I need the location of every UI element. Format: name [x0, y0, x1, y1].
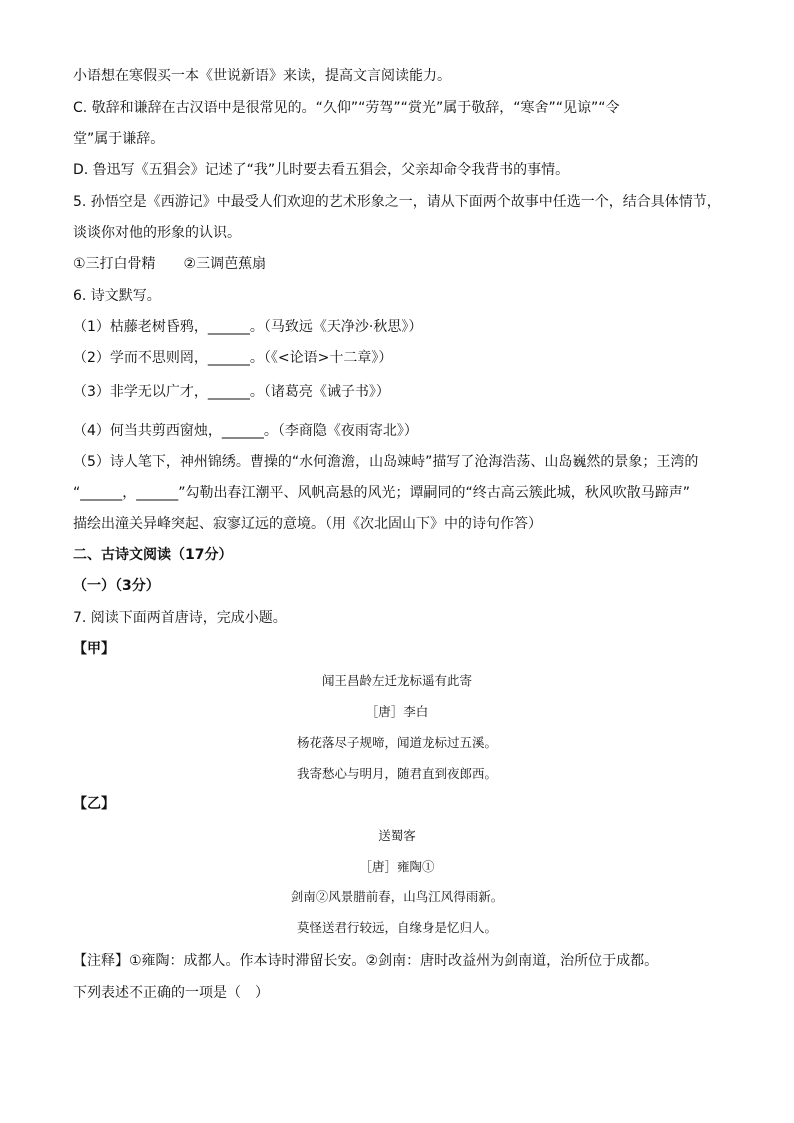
section-title: 二、古诗文阅读（17分） [73, 547, 233, 563]
question-7: 7. 阅读下面两首唐诗，完成小题。 [73, 610, 287, 626]
text-line: “______，______”勾勒出春江潮平、风帆高悬的风光；谭嗣同的“终古高云簇此城，秋风吹散马蹄声” [73, 485, 691, 501]
dictation-3: （3）非学无以广才，______。（诸葛亮《诫子书》） [73, 384, 390, 400]
poem-yi-title: 送蜀客 [378, 828, 416, 843]
poem-jia-title: 闻王昌龄左迁龙标遥有此寄 [321, 673, 472, 688]
text-line: 谈谈你对他的形象的认识。 [73, 225, 241, 241]
poem-yi-author: ［唐］雍陶① [359, 859, 435, 874]
text-line: 小语想在寒假买一本《世说新语》来读，提高文言阅读能力。 [73, 68, 451, 84]
question-6: 6. 诗文默写。 [73, 288, 161, 304]
question-5: 5. 孙悟空是《西游记》中最受人们欢迎的艺术形象之一，请从下面两个故事中任选一个，结合具体情节， [73, 194, 721, 210]
option-c: C. 敬辞和谦辞在古汉语中是很常见的。“久仰”“劳驾”“赏光”属于敬辞，“寒舍”“见谅”“令 [73, 100, 620, 116]
poem-yi-line: 剑南②风景腊前春，山鸟江风得雨新。 [290, 889, 504, 904]
dictation-5: （5）诗人笔下，神州锦绣。曹操的“水何澹澹，山岛竦峙”描写了沧海浩荡、山岛巍然的景象；王湾的 [73, 454, 699, 470]
dictation-4: （4）何当共剪西窗烛，______。（李商隐《夜雨寄北》） [73, 423, 418, 439]
question-stem: 下列表述不正确的一项是（ ） [73, 985, 269, 1001]
dictation-2: （2）学而不思则罔，______。（《<论语>十二章》） [73, 350, 393, 366]
poem-yi-line: 莫怪送君行较远，自缘身是忆归人。 [296, 920, 497, 935]
subsection-title: （一）（3分） [73, 578, 160, 594]
poem-yi-marker: 【乙】 [73, 796, 115, 812]
story-choices: ①三打白骨精 ②三调芭蕉扇 [73, 256, 267, 272]
poem-jia-line: 我寄愁心与明月，随君直到夜郎西。 [296, 766, 497, 781]
poem-jia-marker: 【甲】 [73, 641, 115, 657]
dictation-1: （1）枯藤老树昏鸦，______。（马致远《天净沙·秋思》） [73, 319, 423, 335]
option-d: D. 鲁迅写《五猖会》记述了“我”儿时要去看五猖会，父亲却命令我背书的事情。 [73, 162, 570, 178]
text-line: 堂”属于谦辞。 [73, 131, 165, 147]
poem-jia-line: 杨花落尽子规啼，闻道龙标过五溪。 [296, 735, 497, 750]
text-line: 描绘出潼关异峰突起、寂寥辽远的意境。（用《次北固山下》中的诗句作答） [73, 516, 542, 532]
poem-jia-author: ［唐］李白 [365, 704, 429, 719]
annotation-note: 【注释】①雍陶：成都人。作本诗时滞留长安。②剑南：唐时改益州为剑南道，治所位于成都。 [73, 953, 659, 969]
